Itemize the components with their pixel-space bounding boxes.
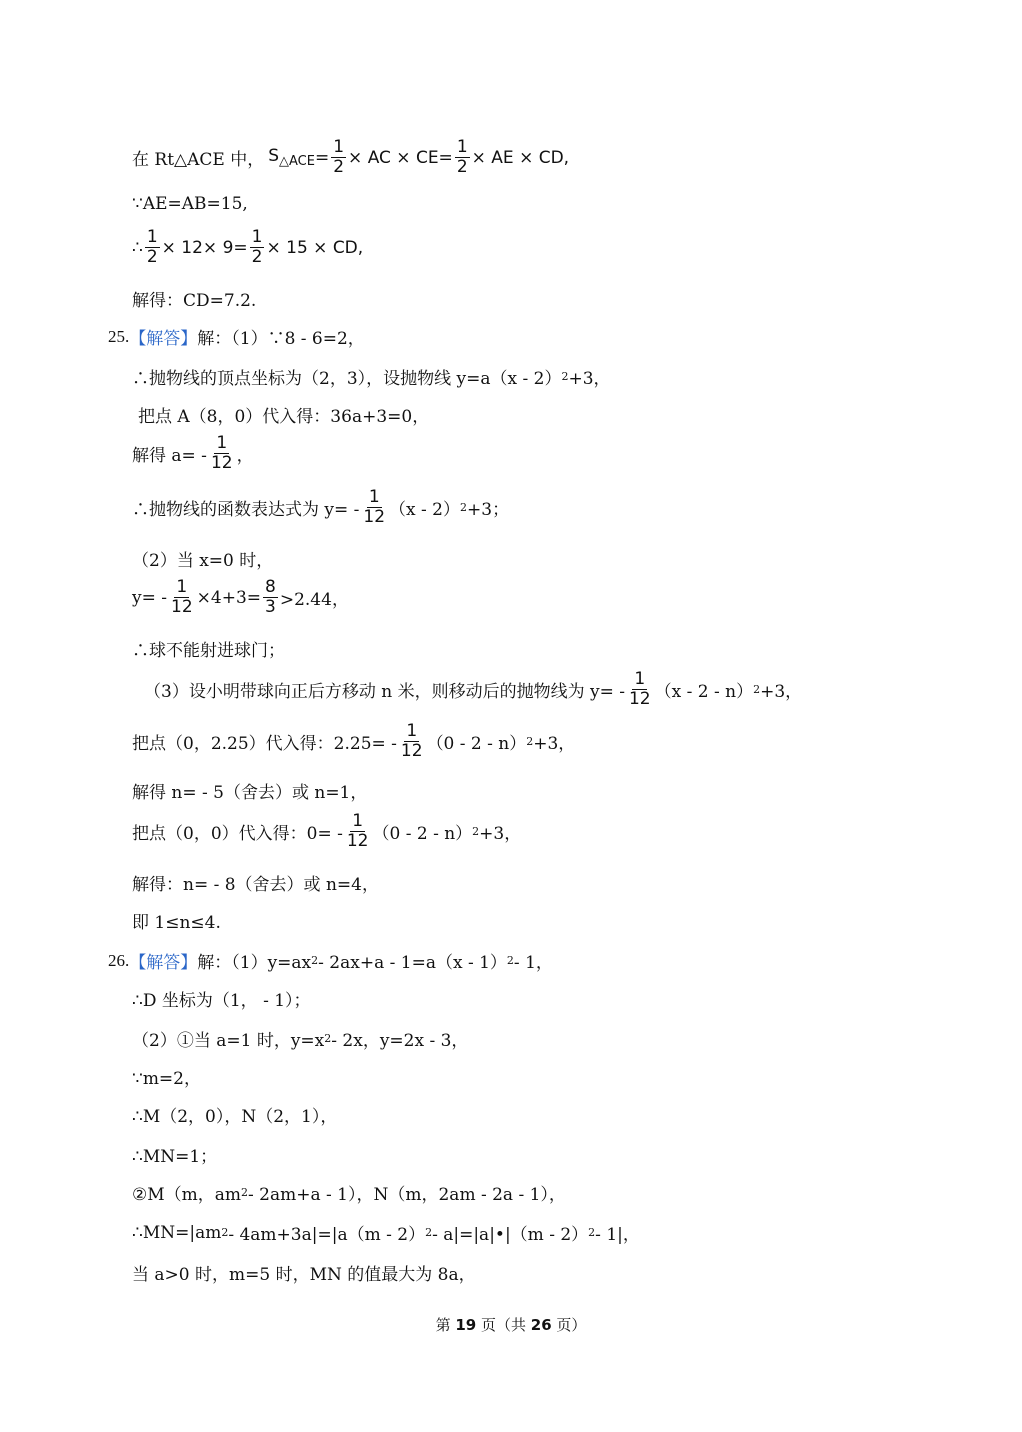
q26-line-3: （2）①当 a=1 时，y=x 2 - 2x，y=2x - 3，	[132, 1031, 469, 1051]
q25-header	[108, 324, 365, 349]
q25-line-9: （3）设小明带球向正后方移动 n 米，则移动后的抛物线为 y= - $\frac{1}{12}$ （x - 2 - n） 2 +3，	[144, 669, 803, 709]
q26-line-5: ∴M（2，0），N（2，1），	[132, 1107, 338, 1127]
equals: =	[314, 147, 330, 168]
fraction: $\frac{1}{12}$	[628, 669, 651, 709]
q25-line-5: ∴抛物线的函数表达式为 y= - $\frac{1}{12}$ （x - 2） 2 +3；	[132, 487, 510, 527]
q25-l1: 解：（1）∵8 - 6=2，	[197, 329, 365, 349]
fraction: $\frac{1}{12}$	[363, 487, 386, 527]
q26-line-4: ∵m=2，	[132, 1069, 201, 1089]
q26-line-8: ∴MN=|am 2 - 4am+3a|=|a（m - 2） 2 - a|=|a|•|（m - 2） 2 - 1|，	[132, 1222, 640, 1245]
q25-line-8: ∴球不能射进球门；	[132, 641, 285, 661]
answer-tag: 【解答】	[129, 329, 198, 349]
q25-line-7: y= - $\frac{1}{12}$ ×4+3= $\frac{8}{3}$ >2.44，	[132, 577, 349, 617]
q24-line-4: 解得：CD=7.2.	[132, 291, 257, 311]
q26-line-9: 当 a>0 时，m=5 时，MN 的值最大为 8a，	[132, 1265, 476, 1285]
q25-line-4: 解得 a= - $\frac{1}{12}$ ，	[132, 433, 254, 473]
page-footer: 第 19 页（共 26 页）	[435, 1316, 587, 1334]
q24-line-1	[132, 138, 569, 177]
fraction: $\frac{8}{3}$	[265, 577, 276, 617]
q25-line-12: 把点（0，0）代入得：0= - $\frac{1}{12}$ （0 - 2 - n） 2 +3，	[132, 811, 522, 851]
question-number: 26.	[108, 950, 130, 970]
q26-line-2: ∴D 坐标为（1， - 1）；	[132, 991, 311, 1011]
area-symbol: $S_{\triangle ACE}$	[268, 146, 315, 169]
fraction: $\frac{1}{12}$	[400, 721, 423, 761]
q25-line-10: 把点（0，2.25）代入得：2.25= - $\frac{1}{12}$ （0 - 2 - n） 2 +3，	[132, 721, 576, 761]
page-number: 19	[455, 1316, 477, 1334]
q24-l1-text: 在 Rt△ACE 中，	[132, 150, 265, 170]
page-total: 26	[530, 1316, 552, 1334]
q24-l1-end: × AE × CD,	[471, 147, 570, 168]
q26-header: 26. 【解答】 解：（1）y=ax 2 - 2ax+a - 1=a（x - 1） 2 - 1，	[108, 948, 553, 973]
q24-line-2: ∵AE=AB=15,	[132, 194, 248, 214]
q24-line-3: ∴ $\frac{1}{2}$ × 12× 9= $\frac{1}{2}$ × 15 × CD,	[132, 227, 364, 267]
fraction: $\frac{1}{12}$	[346, 811, 369, 851]
q26-line-7: ②M（m，am 2 - 2am+a - 1），N（m，2am - 2a - 1），	[132, 1185, 566, 1205]
q25-line-3: 把点 A（8，0）代入得：36a+3=0，	[138, 407, 430, 427]
fraction: $\frac{1}{12}$	[210, 433, 233, 473]
fraction: $\frac{1}{2}$	[456, 137, 468, 177]
fraction: $\frac{1}{2}$	[251, 227, 263, 267]
fraction: $\frac{1}{2}$	[146, 227, 158, 267]
q25-line-2: ∴抛物线的顶点坐标为（2，3），设抛物线 y=a（x - 2） 2 +3，	[132, 369, 611, 389]
q25-line-14: 即 1≤n≤4.	[132, 913, 221, 933]
question-number: 25.	[108, 326, 130, 346]
q26-line-6: ∴MN=1；	[132, 1147, 218, 1167]
q25-line-6: （2）当 x=0 时，	[132, 551, 274, 571]
fraction: $\frac{1}{2}$	[333, 137, 345, 177]
answer-tag: 【解答】	[129, 953, 198, 973]
q25-line-11: 解得 n= - 5（舍去）或 n=1，	[132, 783, 368, 803]
q24-l1-mid: × AC × CE=	[348, 147, 453, 168]
fraction: $\frac{1}{12}$	[171, 577, 193, 617]
q25-line-13: 解得：n= - 8（舍去）或 n=4，	[132, 875, 379, 895]
